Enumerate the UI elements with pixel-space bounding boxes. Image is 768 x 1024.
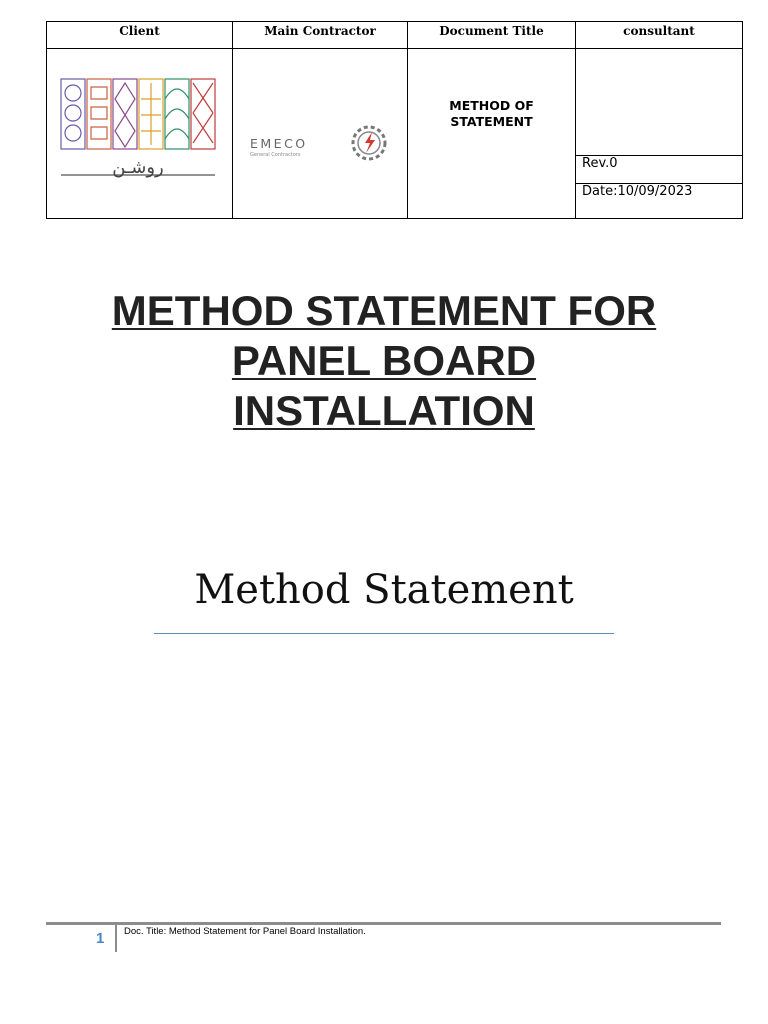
column-header-consultant: consultant [576,22,742,49]
column-header-main-contractor: Main Contractor [233,22,407,49]
subtitle: Method Statement [194,567,574,613]
date-value: Date:10/09/2023 [576,183,742,219]
client-logo [47,49,233,219]
revision-value: Rev.0 [576,155,742,183]
client-column [47,22,233,218]
document-title-value: METHOD OF STATEMENT [449,98,534,129]
client-logo-arabic: روشـن [112,157,164,178]
subtitle-divider [154,633,614,634]
client-logo-cell [47,49,232,218]
gear-icon [353,127,385,159]
contractor-logo [233,49,408,219]
page-title [40,286,728,436]
page-title-line-3: INSTALLATION [233,387,535,434]
column-header-client: Client [47,22,232,49]
document-title-column [408,22,576,218]
footer-doc-title: Doc. Title: Method Statement for Panel Board Installation. [124,926,366,937]
contractor-logo-cell [233,49,407,218]
consultant-column [576,22,742,218]
page-number: 1 [96,930,105,947]
page-title-line-1: METHOD STATEMENT FOR [111,287,657,334]
main-contractor-column [233,22,408,218]
column-header-document-title: Document Title [408,22,575,49]
contractor-logo-tagline: General Contractors [250,152,301,158]
footer-divider [46,922,721,925]
header-table [46,21,743,219]
footer-vertical-divider [115,925,117,952]
page-title-line-2: PANEL BOARD [231,337,537,384]
contractor-logo-name: EMECO [250,136,308,151]
